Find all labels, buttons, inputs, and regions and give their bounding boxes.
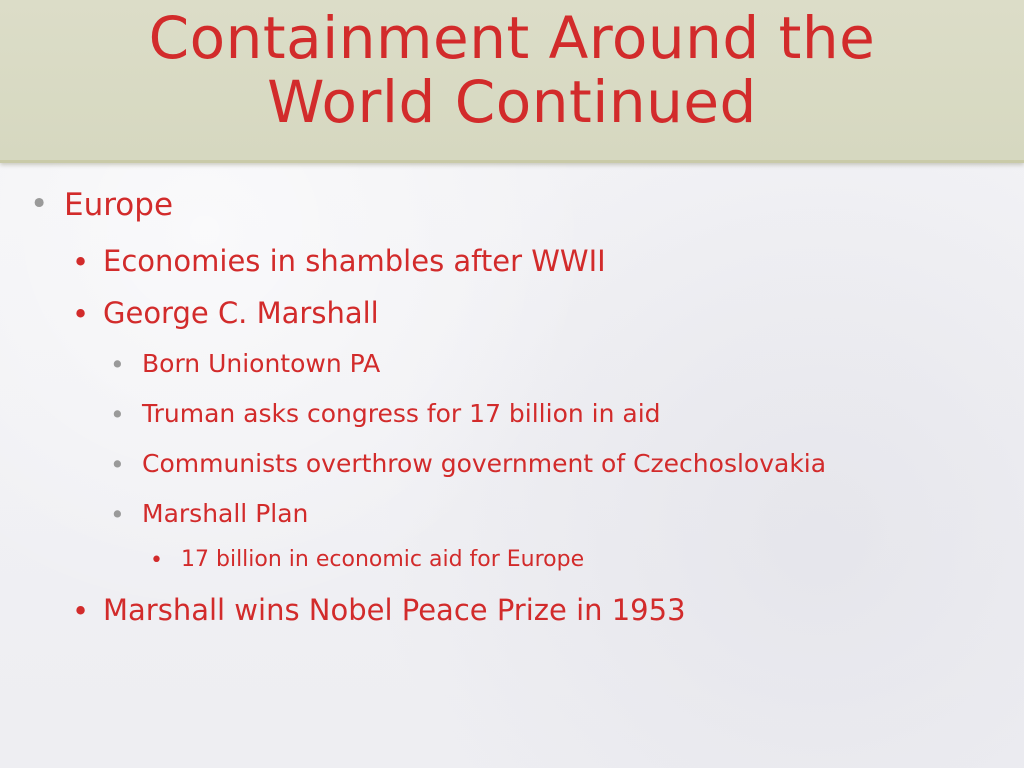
bullet-item-aid-europe: 17 billion in economic aid for Europe xyxy=(181,547,585,572)
bullet-item-marshall: George C. Marshall xyxy=(103,296,379,330)
title-line-1: Containment Around the xyxy=(148,4,876,72)
bullet-item-nobel: Marshall wins Nobel Peace Prize in 1953 xyxy=(103,593,686,627)
bullet-dot: • xyxy=(110,350,125,379)
bullet-item-born: Born Uniontown PA xyxy=(142,349,381,378)
bullet-dot: • xyxy=(110,450,125,479)
bullet-item-marshall-plan: Marshall Plan xyxy=(142,499,309,528)
bullet-item-europe: Europe xyxy=(64,187,174,223)
bullet-dot: • xyxy=(72,594,90,628)
bullet-dot: • xyxy=(30,186,49,222)
bullet-item-truman: Truman asks congress for 17 billion in aid xyxy=(142,399,661,428)
bullet-item-economies: Economies in shambles after WWII xyxy=(103,244,606,278)
bullet-item-communists: Communists overthrow government of Czechoslovakia xyxy=(142,449,827,478)
bullet-dot: • xyxy=(110,500,125,529)
bullet-dot: • xyxy=(72,245,90,279)
title-line-2: World Continued xyxy=(267,68,757,136)
bullet-dot: • xyxy=(110,400,125,429)
bullet-dot: • xyxy=(72,297,90,331)
bullet-dot: • xyxy=(150,548,163,573)
